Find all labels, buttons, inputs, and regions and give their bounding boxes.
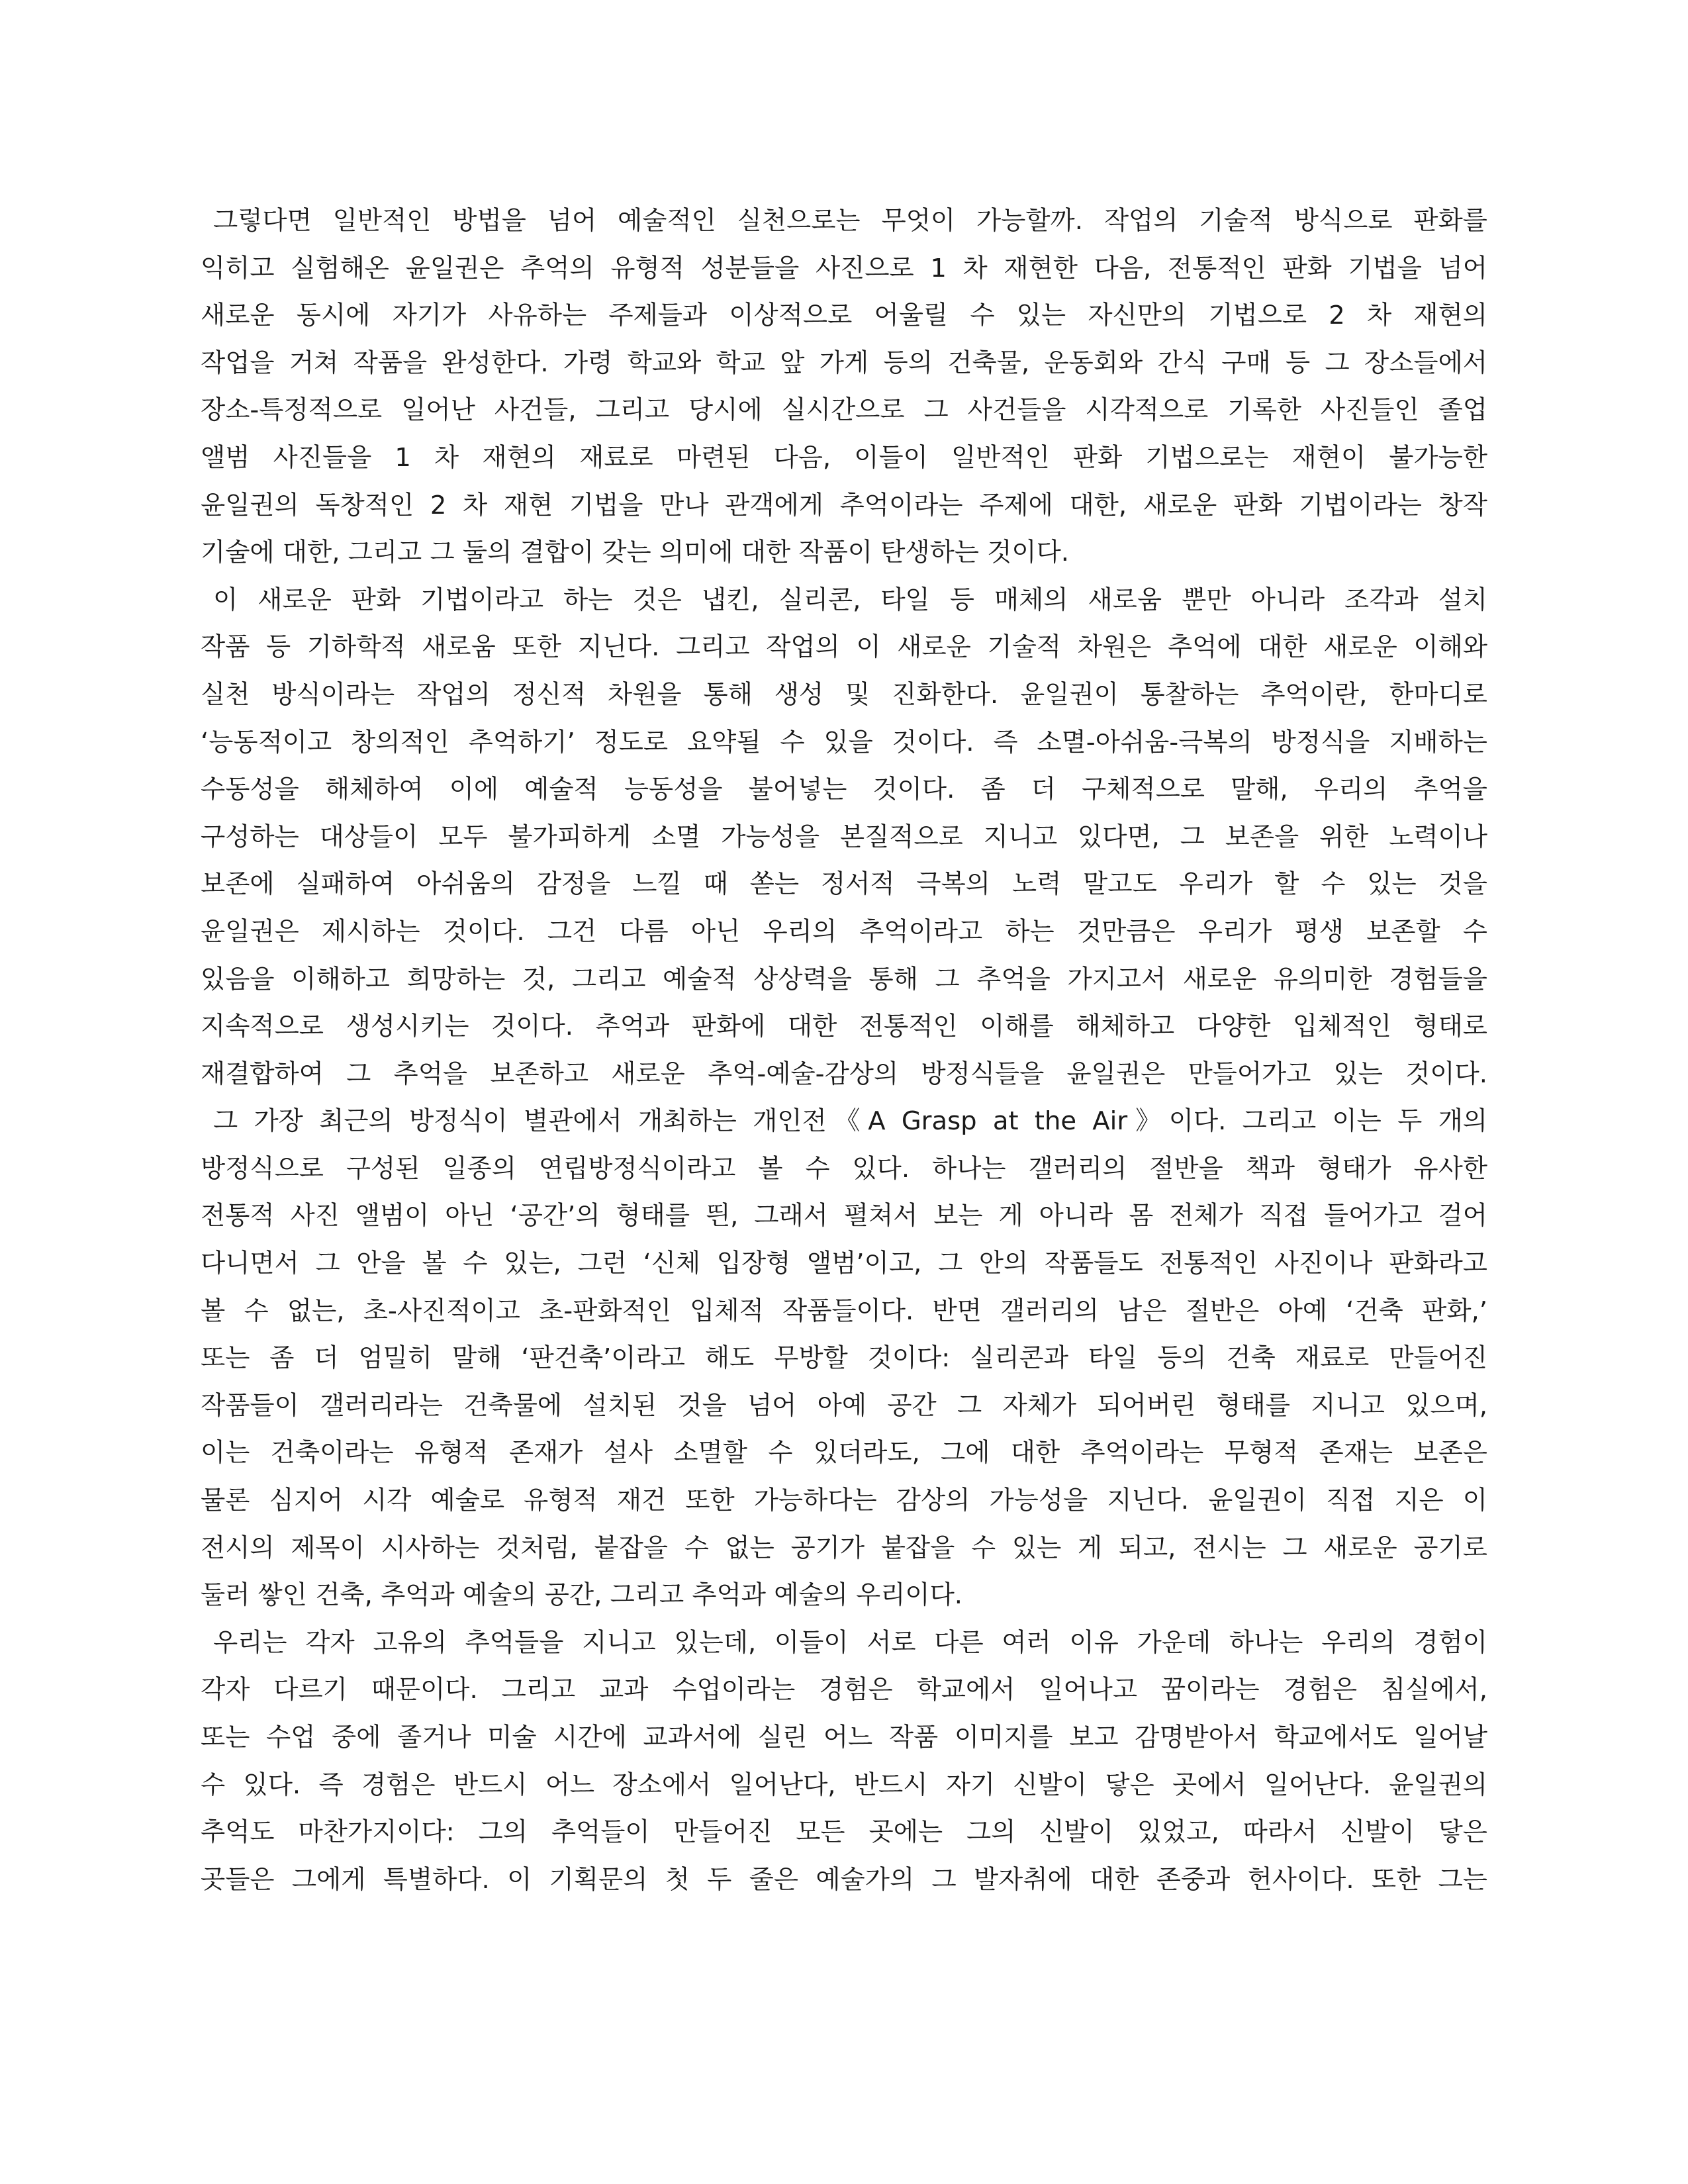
paragraph-1-line-5: 장소-특정적으로 일어난 사건들, 그리고 당시에 실시간으로 그 사건들을 시각적으로 기록한 사진들인 졸업	[201, 395, 1487, 426]
paragraph-2-line-10: 지속적으로 생성시키는 것이다. 추억과 판화에 대한 전통적인 이해를 해체하고 다양한 입체적인 형태로	[201, 1012, 1487, 1042]
paragraph-2-line-1: 이 새로운 판화 기법이라고 하는 것은 냅킨, 실리콘, 타일 등 매체의 새로움 뿐만 아니라 조각과 설치	[213, 585, 1487, 615]
paragraph-2-line-6: 구성하는 대상들이 모두 불가피하게 소멸 가능성을 본질적으로 지니고 있다면, 그 보존을 위한 노력이나	[201, 822, 1487, 852]
paragraph-1-line-8: 기술에 대한, 그리고 그 둘의 결합이 갖는 의미에 대한 작품이 탄생하는 것이다.	[201, 538, 1070, 568]
paragraph-2-line-11: 재결합하여 그 추억을 보존하고 새로운 추억-예술-감상의 방정식들을 윤일권은 만들어가고 있는 것이다.	[201, 1059, 1487, 1089]
paragraph-1-line-6: 앨범 사진들을 1 차 재현의 재료로 마련된 다음, 이들이 일반적인 판화 기법으로는 재현이 불가능한	[201, 442, 1487, 473]
paragraph-3-line-3: 전통적 사진 앨범이 아닌 ‘공간’의 형태를 띈, 그래서 펼쳐서 보는 게 아니라 몸 전체가 직접 들어가고 걸어	[201, 1201, 1487, 1231]
paragraph-1-line-1: 그렇다면 일반적인 방법을 넘어 예술적인 실천으로는 무엇이 가능할까. 작업의 기술적 방식으로 판화를	[213, 206, 1487, 236]
paragraph-3-line-1: 그 가장 최근의 방정식이 별관에서 개최하는 개인전《A Grasp at the Air》이다. 그리고 이는 두 개의	[213, 1106, 1487, 1137]
paragraph-1-line-2: 익히고 실험해온 윤일권은 추억의 유형적 성분들을 사진으로 1 차 재현한 다음, 전통적인 판화 기법을 넘어	[201, 253, 1487, 283]
paragraph-2-line-9: 있음을 이해하고 희망하는 것, 그리고 예술적 상상력을 통해 그 추억을 가지고서 새로운 유의미한 경험들을	[201, 964, 1487, 994]
paragraph-1-line-3: 새로운 동시에 자기가 사유하는 주제들과 이상적으로 어울릴 수 있는 자신만의 기법으로 2 차 재현의	[201, 301, 1487, 331]
body-text	[201, 197, 1487, 1903]
paragraph-2-line-3: 실천 방식이라는 작업의 정신적 차원을 통해 생성 및 진화한다. 윤일권이 통찰하는 추억이란, 한마디로	[201, 679, 1487, 710]
paragraph-2-line-2: 작품 등 기하학적 새로움 또한 지닌다. 그리고 작업의 이 새로운 기술적 차원은 추억에 대한 새로운 이해와	[201, 632, 1487, 663]
paragraph-2-line-7: 보존에 실패하여 아쉬움의 감정을 느낄 때 쏟는 정서적 극복의 노력 말고도 우리가 할 수 있는 것을	[201, 869, 1487, 900]
paragraph-4-line-2: 각자 다르기 때문이다. 그리고 교과 수업이라는 경험은 학교에서 일어나고 꿈이라는 경험은 침실에서,	[201, 1675, 1487, 1705]
paragraph-4-line-1: 우리는 각자 고유의 추억들을 지니고 있는데, 이들이 서로 다른 여러 이유 가운데 하나는 우리의 경험이	[213, 1627, 1487, 1658]
paragraph-4-line-3: 또는 수업 중에 졸거나 미술 시간에 교과서에 실린 어느 작품 이미지를 보고 감명받아서 학교에서도 일어날	[201, 1723, 1487, 1752]
paragraph-3-line-5: 볼 수 없는, 초-사진적이고 초-판화적인 입체적 작품들이다. 반면 갤러리의 남은 절반은 아예 ‘건축 판화,’	[201, 1296, 1487, 1326]
paragraph-2-line-8: 윤일권은 제시하는 것이다. 그건 다름 아닌 우리의 추억이라고 하는 것만큼은 우리가 평생 보존할 수	[201, 916, 1487, 947]
paragraph-2-line-5: 수동성을 해체하여 이에 예술적 능동성을 불어넣는 것이다. 좀 더 구체적으로 말해, 우리의 추억을	[201, 775, 1487, 805]
paragraph-4-line-5: 추억도 마찬가지이다: 그의 추억들이 만들어진 모든 곳에는 그의 신발이 있었고, 따라서 신발이 닿은	[201, 1817, 1487, 1848]
paragraph-3-line-2: 방정식으로 구성된 일종의 연립방정식이라고 볼 수 있다. 하나는 갤러리의 절반을 책과 형태가 유사한	[201, 1153, 1487, 1184]
paragraph-3-line-4: 다니면서 그 안을 볼 수 있는, 그런 ‘신체 입장형 앨범’이고, 그 안의 작품들도 전통적인 사진이나 판화라고	[201, 1249, 1487, 1279]
paragraph-3-line-6: 또는 좀 더 엄밀히 말해 ‘판건축’이라고 해도 무방할 것이다: 실리콘과 타일 등의 건축 재료로 만들어진	[201, 1343, 1487, 1374]
paragraph-3-line-11: 둘러 쌓인 건축, 추억과 예술의 공간, 그리고 추억과 예술의 우리이다.	[201, 1580, 963, 1611]
paragraph-3-line-10: 전시의 제목이 시사하는 것처럼, 붙잡을 수 없는 공기가 붙잡을 수 있는 게 되고, 전시는 그 새로운 공기로	[201, 1533, 1487, 1563]
paragraph-3-line-8: 이는 건축이라는 유형적 존재가 설사 소멸할 수 있더라도, 그에 대한 추억이라는 무형적 존재는 보존은	[201, 1438, 1487, 1468]
paragraph-1-line-4: 작업을 거쳐 작품을 완성한다. 가령 학교와 학교 앞 가게 등의 건축물, 운동회와 간식 구매 등 그 장소들에서	[201, 348, 1487, 378]
paragraph-2-line-4: ‘능동적이고 창의적인 추억하기’ 정도로 요약될 수 있을 것이다. 즉 소멸-아쉬움-극복의 방정식을 지배하는	[201, 727, 1487, 757]
paragraph-4-line-6: 곳들은 그에게 특별하다. 이 기획문의 첫 두 줄은 예술가의 그 발자취에 대한 존중과 헌사이다. 또한 그는	[201, 1864, 1487, 1895]
paragraph-1-line-7: 윤일권의 독창적인 2 차 재현 기법을 만나 관객에게 추억이라는 주제에 대한, 새로운 판화 기법이라는 창작	[201, 490, 1487, 520]
paragraph-3-line-7: 작품들이 갤러리라는 건축물에 설치된 것을 넘어 아예 공간 그 자체가 되어버린 형태를 지니고 있으며,	[201, 1390, 1487, 1421]
paragraph-3-line-9: 물론 심지어 시각 예술로 유형적 재건 또한 가능하다는 감상의 가능성을 지닌다. 윤일권이 직접 지은 이	[201, 1486, 1487, 1516]
paragraph-4-line-4: 수 있다. 즉 경험은 반드시 어느 장소에서 일어난다, 반드시 자기 신발이 닿은 곳에서 일어난다. 윤일권의	[201, 1770, 1487, 1800]
